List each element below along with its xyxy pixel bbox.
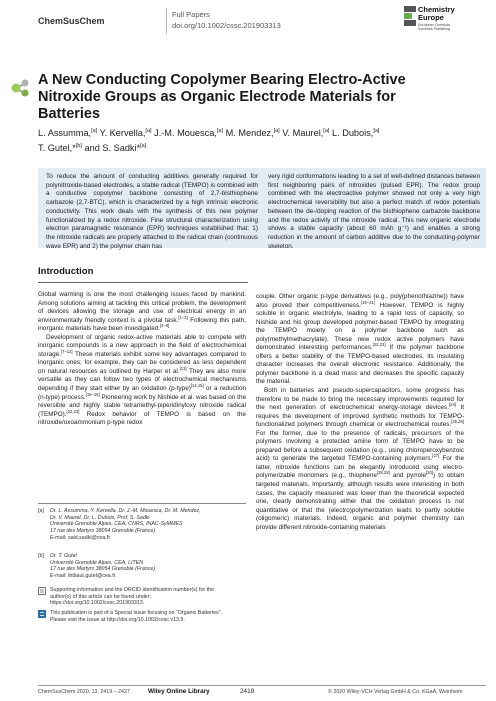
abstract-right-column: very rigid conformations leading to a set of well-defined distances between first neighboring pairs of nitroxides (pulsed EPR). The redox group combined with the electroactive polymer showed not only a very high electrochemical reversibility but also a perfect match of redox potentials between the de-/doping reaction of the bisthiophene carbazole backbone and the redox activity of the nitroxide radical. This new organic electrode shows a stable capacity (about 60 mAh g⁻¹) and enables a strong reduction in the amount of carbon additive due to the conducting-polymer skeleton. (268, 173, 480, 250)
body-text: or a reduction (n-type) process. (38, 385, 247, 401)
affiliation-email[interactable]: E-mail: thibaut.gutel@cea.fr (50, 573, 116, 580)
abstract-box (38, 168, 486, 248)
body-text: and pyrrole (389, 472, 427, 480)
affiliation-marker: [a] (373, 128, 380, 134)
body-text: couple. Other organic p-type derivatives (e.g., poly(phenothiazine)) have also proved their competitiveness. (256, 293, 464, 309)
citation-ref[interactable]: [24] (448, 402, 456, 407)
body-text: These materials exhibit some key advantages compared to inorganic ones; for example, they can be considered as less dependent on natural resources as outlined by Harper et al. (38, 350, 246, 375)
footer-library-link[interactable]: Wiley Online Library (148, 688, 210, 695)
author-name: and S. Sadki* (81, 143, 141, 154)
citation-ref[interactable]: [1–3] (178, 314, 188, 320)
abstract-left-column: To reduce the amount of conducting additives generally required for polynitroxide-based electrodes, a stable radical (TEMPO) is combined with a conductive copolymer backbone consisting of 2,7-bisthiophene carbazole (2,7-BTC), which is characterized by a high intrinsic electronic conductivity. This work deals with the synthesis of this new polymer functionalized by a redox nitroxide. Fine structural characterization using electron paramagnetic resonance (EPR) techniques established that: 1) the nitroxide radicals are properly attached to the radical chain (continuous wave EPR) and 2) the polymer chain has (46, 173, 258, 250)
author-name: L. Dubois, (329, 128, 374, 139)
affiliation-tag: [b] (38, 553, 44, 559)
affiliation-marker: [a] (91, 128, 98, 134)
affiliation-line: 17 rue des Martyrs 38054 Grenoble (France) (50, 566, 156, 573)
citation-ref[interactable]: [4–6] (160, 323, 170, 329)
citation-ref[interactable]: [19–21] (360, 299, 375, 305)
logo-title-line2: Europe (418, 13, 444, 22)
affiliation-marker: [a] (216, 128, 224, 134)
note-line: Supporting information and the ORCID identification number(s) for the (50, 587, 214, 593)
logo-sub-line1: European Chemical (418, 23, 450, 27)
paragraph (38, 334, 246, 428)
special-issue-icon (38, 610, 46, 618)
body-right-column (256, 293, 464, 532)
affiliation-line: Dr. V. Maurel, Dr. L. Dubois, Prof. S. Sadki (50, 514, 150, 521)
section-heading-introduction: Introduction (38, 266, 94, 277)
citation-ref[interactable]: [14,15] (190, 382, 204, 388)
author-name: V. Maurel, (279, 128, 324, 139)
citation-ref[interactable]: [30] (426, 470, 434, 476)
affiliation-email[interactable]: E-mail: said.sadki@cea.fr (50, 534, 111, 541)
body-text: Pioneering work by Nishide et al. was based on the reversible and highly stable tetramethyl-piperidinyloxy nitroxide radical (TEMPO). (38, 393, 247, 418)
logo-subtitle (418, 23, 484, 31)
citation-ref[interactable]: [28,29] (376, 470, 390, 476)
header-divider (166, 8, 167, 34)
section-heading-rule (38, 282, 248, 283)
journal-name: ChemSusChem (38, 16, 105, 26)
body-text: For the latter, nitroxide functions can be elegantly introduced using electro-polymerizable monomers (e.g., thiophene (256, 455, 465, 480)
chemistry-europe-logo (404, 6, 484, 38)
author-list (38, 125, 468, 155)
body-text: Both in batteries and pseudo-supercapacitors, some progress has therefore to be made to bring the necessary improvements required for the next generation of electrochemical energy-storage devices. (256, 387, 464, 412)
body-text: However, TEMPO is highly soluble in organic electrolyte, leading to a rapid loss of capacity, so Nishide and his group developed polymer-based TEMPO by integrating the TEMPO moiety on a polymer backbone such as poly(methylmethacrylate). These new redox active polymers have demonstrated interesting performances. (256, 301, 464, 352)
article-title: A New Conducting Copolymer Bearing Electro-Active Nitroxide Groups as Organic Electrode Materials for Batteries (38, 72, 406, 122)
author-name: Y. Kervella, (97, 128, 146, 139)
logo-title (418, 6, 484, 22)
note-line: This publication is part of a Special Issue focusing on “Organic Batteries”. (50, 610, 222, 616)
affiliation-marker: [a] (323, 128, 330, 134)
affiliation-line: Dr. L. Assumma, Y. Kervella, Dr. J.-M. Mouesca, Dr. M. Mendez, (50, 508, 201, 514)
special-issue-link[interactable]: Please visit the issue at http://doi.org/10.1002/cssc.v13.9. (50, 616, 185, 623)
page-header (0, 0, 496, 40)
footer-rule (38, 685, 486, 686)
paragraph (256, 293, 464, 387)
affiliation-marker: [a] (145, 128, 152, 134)
affiliation-a (38, 508, 246, 542)
special-issue-note (38, 610, 246, 623)
body-text: ) to obtain targeted materials. Importantly, although results were interesting in both cases, the capacity measured was lower than the theoretical expected one, clearly demonstrating either that the oxidation process is not quantitative or that the (electro)polymerization leads to partly soluble (oligomeric) materials. Indeed, organic and polymer chemistry can provide different nitroxide-containing materials (256, 472, 465, 531)
affiliation-line: 17 rue des Martyrs 38054 Grenoble (France) (50, 528, 156, 535)
body-text: If the polymer backbone offers a better stability of the TEMPO-based electrodes, its insulating character increases the overall electronic resistance. Additionally, the polymer backbone is a dead mass and decreases the specific capacity the material. (256, 344, 465, 386)
author-line-1 (38, 125, 468, 140)
note-line: author(s) of this article can be found under: (50, 593, 151, 600)
footnote-rule (38, 503, 246, 504)
citation-ref[interactable]: [25,26] (451, 419, 464, 425)
author-name: M. Mendez, (223, 128, 274, 139)
affiliation-line: Université Grenoble Alpes, CEA, LITEN (50, 559, 144, 566)
citation-ref[interactable]: [13] (179, 365, 187, 371)
author-name: J.-M. Mouesca, (151, 128, 217, 139)
body-text: They are also more versatile as they can follow two types of electrochemical mechanisms depending if they start either by an oxidation (p-type) (38, 367, 246, 393)
supporting-info-icon (38, 587, 46, 595)
citation-ref[interactable]: [16–18] (85, 391, 100, 397)
author-name: T. Gutel,* (38, 143, 76, 154)
body-text: Redox behavior of TEMPO is based on the nitroxide/oxoammonium p-type redox (38, 410, 246, 427)
supporting-info-note (38, 587, 246, 607)
affiliation-line: Université Grenoble Alpes, CEA, CNRS, INAC-SyMMES (50, 521, 183, 528)
body-text: Development of organic redox-active materials able to compete with inorganic compounds is a new approach in the field of electrochemical storage. (38, 333, 246, 358)
footer-copyright: © 2020 Wiley-VCH Verlag GmbH & Co. KGaA, Weinheim (328, 689, 463, 695)
body-text: It requires the development of improved synthetic methods for TEMPO-functionalized polymers through chemical or electrochemical routes. (256, 404, 464, 429)
affiliation-marker: [b] (75, 143, 82, 150)
page-number: 2419 (240, 688, 255, 695)
chemistry-europe-logo-icon (404, 6, 416, 28)
affiliation-b (38, 553, 246, 580)
author-name: L. Assumma, (38, 128, 92, 139)
body-text: For the former, due to the presence of radicals, precursors of the polymers involving a protected amine form of TEMPO have to be prepared before a subsequent oxidation (e.g., using chloroperoxybenzoic acid) to generate the targeted TEMPO-containing polymers. (256, 429, 464, 463)
citation-ref[interactable]: [7–12] (60, 348, 73, 354)
logo-sub-line2: Societies Publishing (418, 27, 451, 32)
citation-ref[interactable]: [22,23] (66, 408, 80, 414)
logo-title-line1: Chemistry (418, 5, 455, 14)
citation-ref[interactable]: [22,23] (372, 342, 386, 348)
paragraph (256, 387, 464, 532)
author-line-2 (38, 140, 468, 155)
supporting-info-link[interactable]: https://doi.org/10.1002/cssc.201903313. (50, 600, 145, 607)
footer-citation: ChemSusChem 2020, 13, 2419 – 2427 (38, 689, 130, 695)
body-text: Following this path, inorganic materials have been investigated. (38, 316, 246, 333)
header-doi-link[interactable]: doi.org/10.1002/cssc.201903313 (172, 21, 281, 30)
section-label: Full Papers (172, 10, 210, 19)
affiliation-marker: [a] (273, 128, 280, 134)
affiliation-marker: [a] (140, 143, 147, 150)
citation-ref[interactable]: [27] (432, 453, 440, 459)
affiliation-line: Dr. T. Gutel (50, 553, 77, 559)
body-left-column (38, 291, 246, 428)
paragraph (38, 291, 246, 334)
affiliation-tag: [a] (38, 508, 44, 514)
molecule-icon (10, 78, 32, 98)
body-text: Global warming is one the most challenging issues faced by mankind. Among solutions aiming at tackling this critical problem, the development of devices allowing the storage and use of electrical energy in an environmentally friendly context is a pivotal task. (38, 291, 246, 324)
